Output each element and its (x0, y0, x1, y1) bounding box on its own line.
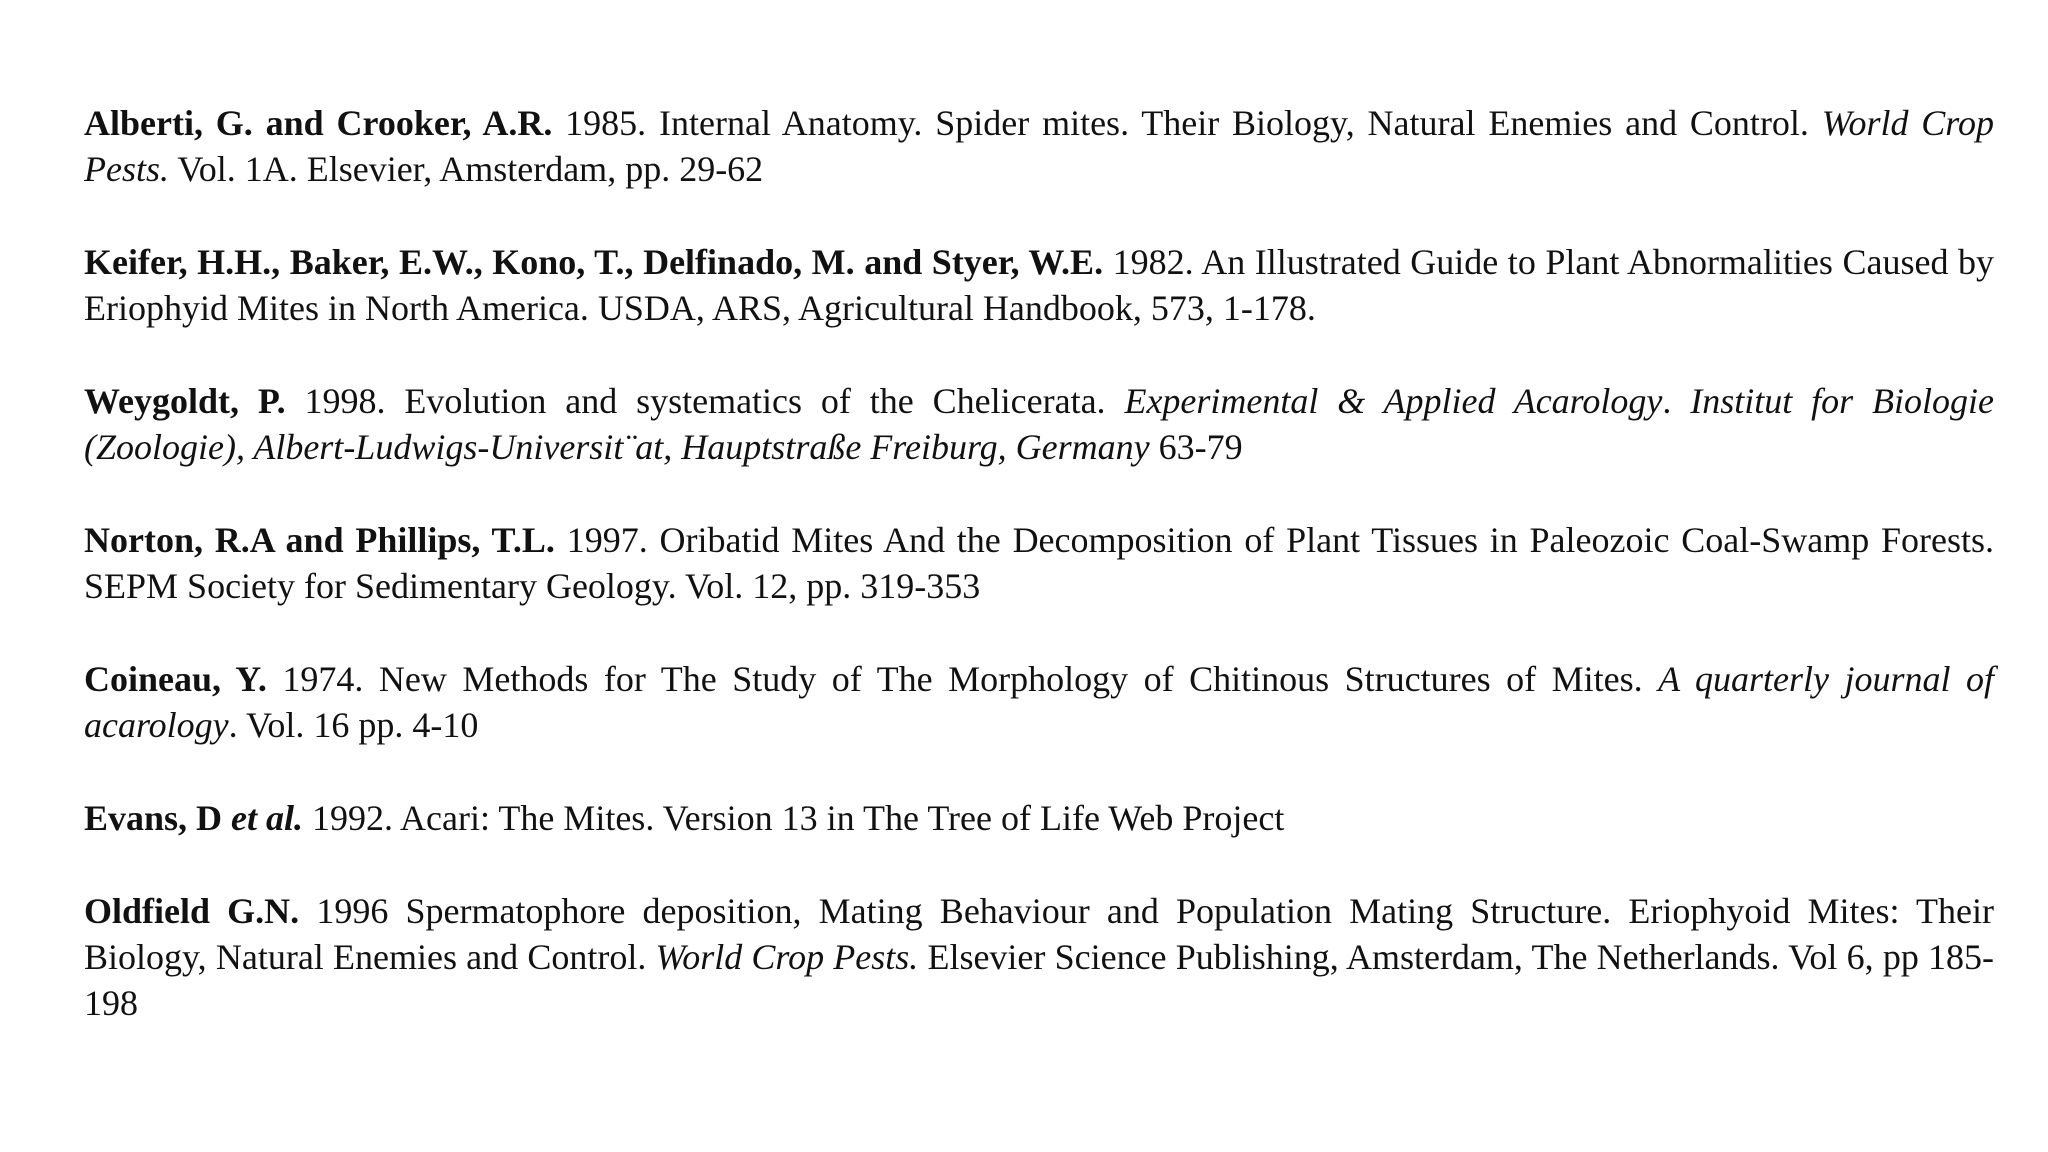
reference-authors: Weygoldt, P. (84, 381, 286, 421)
reference-entry-norton (84, 517, 1994, 609)
reference-text: . (1662, 381, 1691, 421)
reference-text: 1992. Acari: The Mites. Version 13 in The Tree of Life Web Project (303, 798, 1285, 838)
reference-text: 63-79 (1149, 427, 1243, 467)
reference-entry-oldfield (84, 888, 1994, 1026)
reference-entry-weygoldt (84, 378, 1994, 470)
reference-entry-alberti (84, 100, 1994, 192)
reference-text: 1974. New Methods for The Study of The Morphology of Chitinous Structures of Mites. (266, 659, 1659, 699)
reference-text: 1998. Evolution and systematics of the Chelicerata. (285, 381, 1125, 421)
reference-authors: Oldfield G.N. (84, 891, 300, 931)
reference-entry-evans (84, 795, 1994, 841)
reference-list (84, 100, 1994, 1026)
reference-authors: Alberti, G. and Crooker, A.R. (84, 103, 553, 143)
reference-journal: World Crop Pests. (655, 937, 919, 977)
reference-text: 1996 Spermatophore deposition, Mating Behaviour and Population Mating Structure. Eriophyoid Mites: Their Biology, Natural Enemies and Control. (84, 891, 1994, 977)
reference-institution: Institut for Biologie (Zoologie), Albert-Ludwigs-Universit¨at, Hauptstraße Freiburg, Germany (84, 381, 1994, 467)
reference-text: 1985. Internal Anatomy. Spider mites. Their Biology, Natural Enemies and Control. (552, 103, 1822, 143)
reference-entry-coineau (84, 656, 1994, 748)
reference-authors: Keifer, H.H., Baker, E.W., Kono, T., Delfinado, M. and Styer, W.E. (84, 242, 1104, 282)
reference-journal: World Crop Pests. (84, 103, 1994, 189)
reference-authors: Evans, D (84, 798, 232, 838)
reference-journal: Experimental & Applied Acarology (1124, 381, 1663, 421)
reference-text: Elsevier Science Publishing, Amsterdam, The Netherlands. Vol 6, pp 185-198 (84, 937, 1994, 1023)
reference-entry-keifer (84, 239, 1994, 331)
reference-authors: Norton, R.A and Phillips, T.L. (84, 520, 555, 560)
reference-text: 1997. Oribatid Mites And the Decomposition of Plant Tissues in Paleozoic Coal-Swamp Forests. SEPM Society for Sedimentary Geology. Vol. 12, pp. 319-353 (84, 520, 1994, 606)
reference-authors: Coineau, Y. (84, 659, 267, 699)
reference-text: Vol. 1A. Elsevier, Amsterdam, pp. 29-62 (169, 149, 764, 189)
reference-authors-etal: et al. (231, 798, 304, 838)
reference-text: 1982. An Illustrated Guide to Plant Abnormalities Caused by Eriophyid Mites in North America. USDA, ARS, Agricultural Handbook, 573, 1-178. (84, 242, 1995, 328)
reference-text: . Vol. 16 pp. 4-10 (228, 705, 479, 745)
reference-journal: A quarterly journal of acarology (84, 659, 1994, 745)
